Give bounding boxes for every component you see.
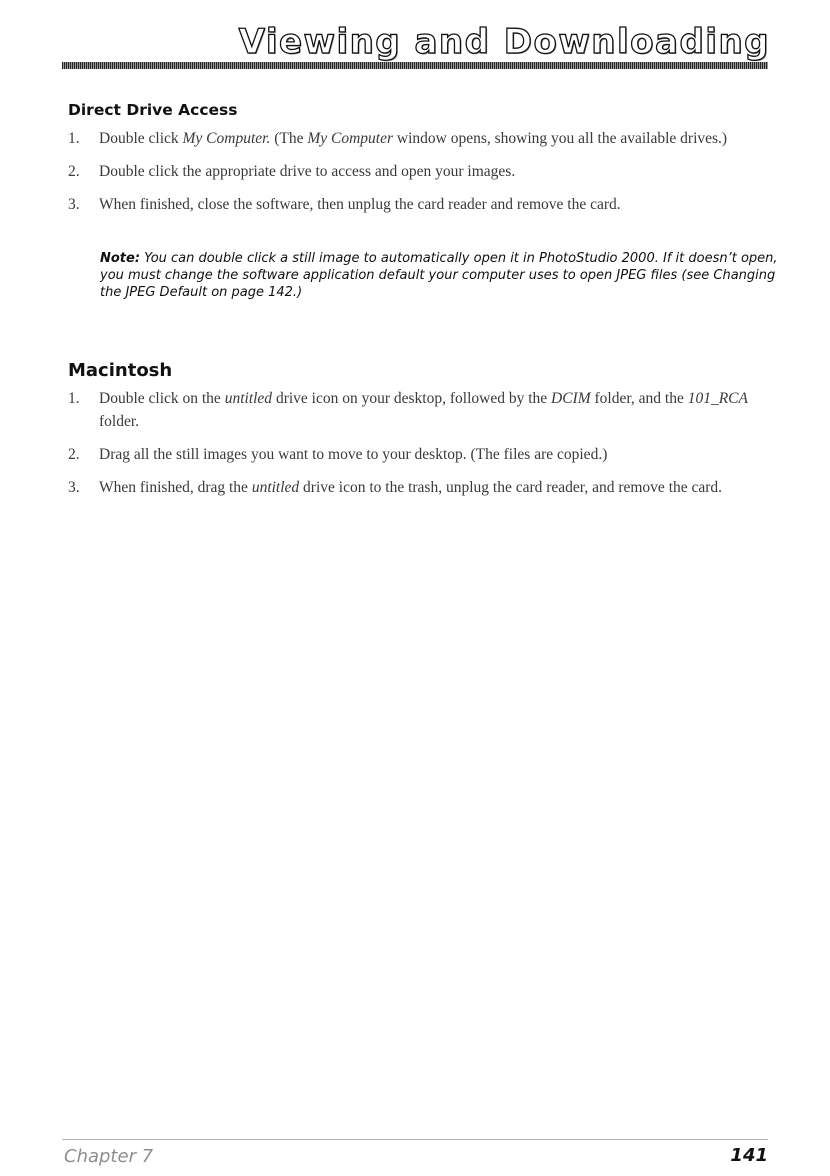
direct-drive-steps [68, 127, 773, 226]
step-text-italic: My Computer. [182, 130, 271, 147]
step-text-italic: untitled [224, 390, 273, 407]
section-heading-direct-drive-access: Direct Drive Access [68, 101, 238, 119]
step-number: 2. [68, 163, 80, 180]
step-text: folder, and the [590, 390, 688, 407]
list-item [68, 127, 773, 150]
list-item [68, 160, 773, 183]
list-item [68, 443, 773, 466]
step-number: 3. [68, 479, 80, 496]
step-text: Double click on the [99, 390, 225, 407]
section-heading-macintosh: Macintosh [68, 360, 173, 381]
step-text: Double click [99, 130, 183, 147]
step-text: Drag all the still images you want to move to your desktop. (The files are copied.) [99, 446, 608, 463]
list-item [68, 476, 773, 499]
step-text-italic: untitled [251, 479, 300, 496]
step-text: drive icon to the trash, unplug the card reader, and remove the card. [299, 479, 723, 496]
step-number: 3. [68, 196, 80, 213]
step-text-italic: 101_RCA [687, 390, 748, 407]
step-number: 1. [68, 390, 80, 407]
step-text: When finished, drag the [99, 479, 252, 496]
step-text: Double click the appropriate drive to access and open your images. [99, 163, 516, 180]
step-number: 2. [68, 446, 80, 463]
page-number: 141 [730, 1145, 768, 1166]
note-text: You can double click a still image to automatically open it in PhotoStudio 2000. If it doesn’t open, you must change the software application default your computer uses to open JPEG files (see Changing the JPEG Default on page 142.) [100, 251, 778, 300]
step-text: window opens, showing you all the available drives.) [393, 130, 728, 147]
step-text-italic: DCIM [551, 390, 591, 407]
footer-chapter-label: Chapter 7 [64, 1146, 154, 1167]
step-number: 1. [68, 130, 80, 147]
header-rule [62, 62, 768, 69]
note-label: Note: [100, 251, 141, 266]
step-text-italic: My Computer [307, 130, 394, 147]
note-paragraph [100, 250, 780, 301]
macintosh-steps [68, 387, 773, 509]
step-text: (The [270, 130, 308, 147]
step-text: When finished, close the software, then unplug the card reader and remove the card. [99, 196, 621, 213]
list-item [68, 387, 773, 433]
page-header-title: Viewing and Downloading [238, 22, 770, 62]
footer-rule [62, 1139, 768, 1140]
step-text: drive icon on your desktop, followed by the [272, 390, 552, 407]
step-text: folder. [99, 413, 140, 430]
list-item [68, 193, 773, 216]
